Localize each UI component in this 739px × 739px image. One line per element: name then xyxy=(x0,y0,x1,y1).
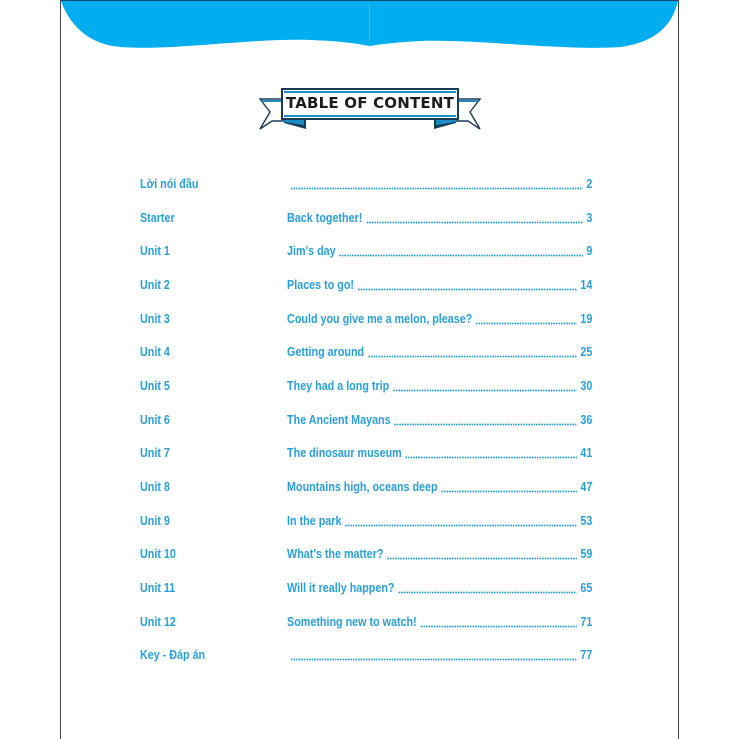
toc-title: In the park xyxy=(287,513,342,528)
toc-entry xyxy=(287,514,592,528)
dot-leader xyxy=(398,591,577,594)
toc-row-unit-10[interactable] xyxy=(140,538,592,572)
toc-row-unit-4[interactable] xyxy=(140,335,592,369)
toc-label: Lời nói đầu xyxy=(140,176,199,191)
toc-page-number: 71 xyxy=(580,614,593,629)
toc-page-number: 59 xyxy=(580,547,593,562)
toc-title: Will it really happen? xyxy=(287,581,395,596)
toc-page-number: 30 xyxy=(580,378,593,393)
toc-label: Unit 12 xyxy=(140,614,176,629)
dot-leader xyxy=(441,490,577,493)
toc-label: Unit 11 xyxy=(140,581,176,596)
page-title: TABLE OF CONTENT xyxy=(285,94,455,112)
toc-entry xyxy=(287,581,592,595)
toc-row-unit-2[interactable] xyxy=(140,268,592,302)
toc-page-number: 65 xyxy=(580,581,593,596)
toc-row-unit-8[interactable] xyxy=(140,470,592,504)
toc-row-unit-6[interactable] xyxy=(140,403,592,437)
wave-header-decoration xyxy=(61,1,678,51)
toc-row-unit-1[interactable] xyxy=(140,234,592,268)
toc-entry xyxy=(287,446,592,460)
table-of-contents xyxy=(140,167,592,672)
dot-leader xyxy=(291,187,583,190)
dot-leader xyxy=(476,322,577,325)
dot-leader xyxy=(291,658,577,661)
toc-entry xyxy=(287,278,592,292)
toc-label: Starter xyxy=(140,210,175,225)
toc-entry xyxy=(287,379,592,393)
toc-page-number: 41 xyxy=(580,446,593,461)
toc-label: Unit 4 xyxy=(140,345,170,360)
toc-entry xyxy=(287,345,592,359)
toc-row-preface[interactable] xyxy=(140,167,592,201)
toc-page-number: 3 xyxy=(586,210,593,225)
toc-entry xyxy=(287,615,592,629)
toc-label: Unit 8 xyxy=(140,480,170,495)
toc-label: Unit 1 xyxy=(140,244,170,259)
toc-title: Something new to watch! xyxy=(287,614,417,629)
dot-leader xyxy=(368,355,577,358)
toc-page-number: 36 xyxy=(580,412,593,427)
toc-label: Key - Đáp án xyxy=(140,648,206,663)
toc-entry xyxy=(287,211,592,225)
dot-leader xyxy=(345,524,577,527)
toc-page-number: 19 xyxy=(580,311,593,326)
toc-entry xyxy=(287,244,592,258)
dot-leader xyxy=(393,389,577,392)
dot-leader xyxy=(387,557,577,560)
toc-label: Unit 3 xyxy=(140,311,170,326)
dot-leader xyxy=(357,288,577,291)
toc-page-number: 2 xyxy=(586,176,593,191)
toc-page-number: 25 xyxy=(580,345,593,360)
toc-entry xyxy=(287,547,592,561)
dot-leader xyxy=(394,423,577,426)
toc-label: Unit 7 xyxy=(140,446,170,461)
toc-title: Could you give me a melon, please? xyxy=(287,311,473,326)
toc-label: Unit 2 xyxy=(140,277,170,292)
dot-leader xyxy=(405,456,577,459)
toc-title: The Ancient Mayans xyxy=(287,412,391,427)
toc-page-number: 14 xyxy=(580,277,593,292)
toc-entry xyxy=(287,413,592,427)
toc-row-answer-key[interactable] xyxy=(140,639,592,673)
toc-label: Unit 5 xyxy=(140,378,170,393)
toc-row-starter[interactable] xyxy=(140,201,592,235)
toc-row-unit-12[interactable] xyxy=(140,605,592,639)
toc-title: What's the matter? xyxy=(287,547,384,562)
toc-title: Places to go! xyxy=(287,277,354,292)
toc-page-number: 77 xyxy=(580,648,593,663)
toc-title: Getting around xyxy=(287,345,365,360)
toc-row-unit-5[interactable] xyxy=(140,369,592,403)
toc-label: Unit 10 xyxy=(140,547,176,562)
book-page xyxy=(60,0,679,739)
toc-title: The dinosaur museum xyxy=(287,446,402,461)
toc-label: Unit 9 xyxy=(140,513,170,528)
toc-title: Back together! xyxy=(287,210,363,225)
toc-entry xyxy=(287,312,592,326)
toc-page-number: 47 xyxy=(580,480,593,495)
toc-page-number: 53 xyxy=(580,513,593,528)
toc-row-unit-3[interactable] xyxy=(140,302,592,336)
toc-title: Jim's day xyxy=(287,244,336,259)
dot-leader xyxy=(366,221,583,224)
toc-page-number: 9 xyxy=(586,244,593,259)
toc-entry xyxy=(287,648,592,662)
toc-row-unit-11[interactable] xyxy=(140,571,592,605)
toc-title: They had a long trip xyxy=(287,378,390,393)
dot-leader xyxy=(339,254,583,257)
toc-entry xyxy=(287,177,592,191)
toc-entry xyxy=(287,480,592,494)
toc-title: Mountains high, oceans deep xyxy=(287,480,438,495)
toc-row-unit-9[interactable] xyxy=(140,504,592,538)
dot-leader xyxy=(420,625,577,628)
toc-label: Unit 6 xyxy=(140,412,170,427)
toc-row-unit-7[interactable] xyxy=(140,437,592,471)
